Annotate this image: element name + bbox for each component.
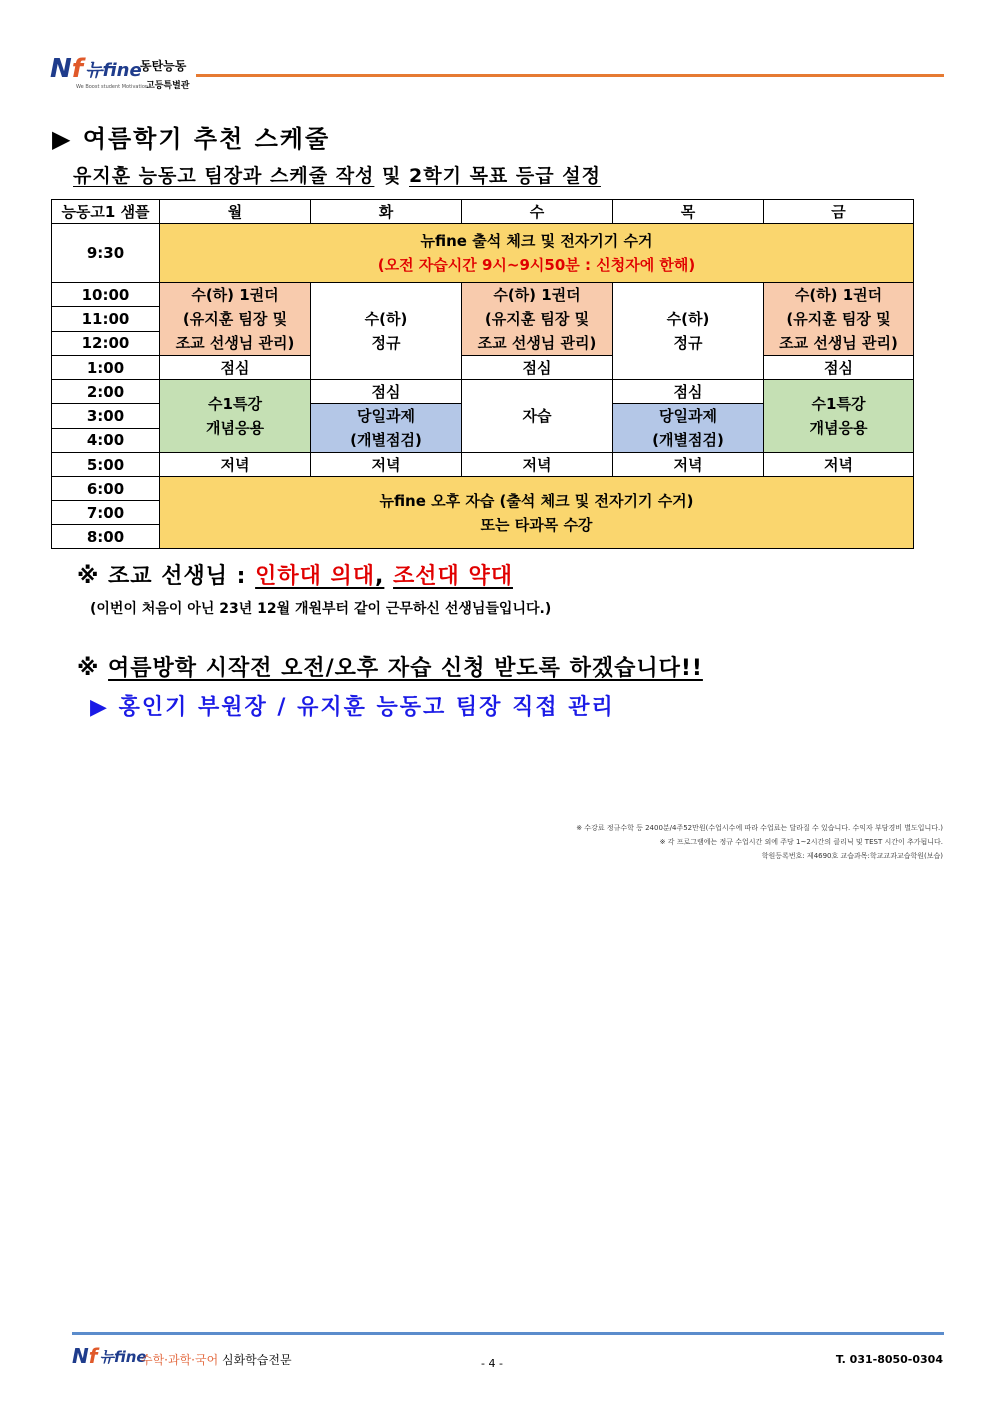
table-row <box>52 283 914 307</box>
footer-logo-mark-n: N <box>72 1344 89 1368</box>
logo-mark-f: f <box>71 54 84 84</box>
homework-line1: 당일과제 <box>357 407 415 425</box>
math-regular-cell <box>613 283 764 380</box>
header-logo <box>50 56 142 82</box>
footer-specialty <box>141 1351 292 1368</box>
dinner-cell: 저녁 <box>311 453 462 477</box>
special-line1: 수1특강 <box>811 395 866 413</box>
footer-logo-word: 뉴fine <box>99 1348 147 1366</box>
time-cell: 10:00 <box>52 283 160 307</box>
math-book-line2: (유지훈 팀장 및 <box>786 310 891 328</box>
time-cell: 8:00 <box>52 525 160 549</box>
special-line2: 개념응용 <box>206 419 264 437</box>
page-subtitle <box>73 161 601 188</box>
math-book-line3: 조교 선생님 관리) <box>779 334 898 352</box>
header-rule <box>196 74 944 77</box>
footer-logo-mark <box>72 1346 97 1366</box>
math-regular-line2: 정규 <box>673 334 703 352</box>
subtitle-part1: 유지훈 능동고 팀장과 스케줄 작성 <box>73 165 375 187</box>
time-cell: 11:00 <box>52 307 160 331</box>
assistant-uni1: 인하대 의대 <box>255 564 376 589</box>
time-cell: 3:00 <box>52 404 160 429</box>
apply-prefix: ※ <box>77 656 109 681</box>
footer-subjects: 수학·과학·국어 <box>141 1353 219 1367</box>
morning-line1: 뉴fine 출석 체크 및 전자기기 수거 <box>420 232 653 250</box>
logo-mark <box>50 56 83 82</box>
table-row <box>52 380 914 404</box>
fine-print-1: ※ 수강료 정규수학 등 2400분/4주52만원(수업시수에 따라 수업료는 달라질 수 있습니다. 수익자 부담경비 별도입니다.) <box>576 824 943 832</box>
branch-subname: 고등특별관 <box>146 81 190 91</box>
logo-tagline: We Boost student Motivation <box>76 84 149 90</box>
lunch-cell: 점심 <box>311 380 462 404</box>
special-lecture-cell <box>764 380 914 453</box>
evening-line1: 뉴fine 오후 자습 (출석 체크 및 전자기기 수거) <box>379 491 694 510</box>
lunch-cell: 점심 <box>764 356 914 380</box>
time-cell: 4:00 <box>52 428 160 453</box>
page-number: - 4 - <box>481 1357 503 1370</box>
math-book-line1: 수(하) 1권더 <box>794 286 883 304</box>
footer-telephone: T. 031-8050-0304 <box>835 1353 943 1366</box>
dinner-cell: 저녁 <box>462 453 613 477</box>
time-cell: 7:00 <box>52 501 160 525</box>
lunch-cell: 점심 <box>160 356 311 380</box>
homework-line1: 당일과제 <box>659 407 717 425</box>
math-book-line2: (유지훈 팀장 및 <box>182 310 288 328</box>
apply-note <box>77 651 703 682</box>
time-cell: 2:00 <box>52 380 160 404</box>
assistant-prefix: ※ 조교 선생님 : <box>77 564 256 589</box>
time-cell: 9:30 <box>52 224 160 283</box>
time-cell: 1:00 <box>52 356 160 380</box>
fine-print-3: 학원등록번호: 제4690호 교습과목:학교교과교습학원(보습) <box>761 852 943 860</box>
math-book-line1: 수(하) 1권더 <box>191 286 279 304</box>
morning-line2: (오전 자습시간 9시~9시50분 : 신청자에 한해) <box>377 256 696 274</box>
assistant-uni2: 조선대 약대 <box>393 564 513 589</box>
table-row <box>52 200 914 224</box>
math-regular-line2: 정규 <box>371 334 401 352</box>
footer-logo-mark-f: f <box>88 1344 98 1368</box>
math-regular-line1: 수(하) <box>666 310 710 328</box>
table-corner: 능동고1 샘플 <box>52 200 160 224</box>
dinner-cell: 저녁 <box>160 453 311 477</box>
homework-cell <box>311 404 462 453</box>
time-cell: 12:00 <box>52 331 160 355</box>
apply-text: 여름방학 시작전 오전/오후 자습 신청 받도록 하겠습니다!! <box>108 656 703 681</box>
branch-name: 동탄능동 <box>140 59 187 73</box>
day-header: 화 <box>311 200 462 224</box>
homework-line2: (개별점검) <box>350 431 422 449</box>
assistant-comma: , <box>375 564 385 589</box>
homework-cell <box>613 404 764 453</box>
morning-block <box>160 224 914 283</box>
assistant-detail: (이번이 처음이 아닌 23년 12월 개원부터 같이 근무하신 선생님들입니다.) <box>90 601 552 617</box>
logo-word: 뉴fine <box>85 60 142 81</box>
table-row <box>52 477 914 501</box>
math-book-cell <box>764 283 914 356</box>
math-book-line2: (유지훈 팀장 및 <box>484 310 590 328</box>
evening-block <box>160 477 914 549</box>
math-regular-line1: 수(하) <box>364 310 408 328</box>
lunch-cell: 점심 <box>613 380 764 404</box>
homework-line2: (개별점검) <box>652 431 724 449</box>
math-book-cell <box>160 283 311 356</box>
math-regular-cell <box>311 283 462 380</box>
table-row <box>52 453 914 477</box>
day-header: 월 <box>160 200 311 224</box>
footer-rule <box>72 1332 944 1335</box>
dinner-cell: 저녁 <box>764 453 914 477</box>
logo-mark-n: N <box>50 54 72 84</box>
day-header: 목 <box>613 200 764 224</box>
footer-logo <box>72 1346 147 1366</box>
math-book-line3: 조교 선생님 관리) <box>175 334 295 352</box>
time-cell: 6:00 <box>52 477 160 501</box>
page-title: ▶ 여름학기 추천 스케줄 <box>52 125 331 153</box>
footer-specialty-text: 심화학습전문 <box>218 1353 292 1367</box>
evening-line2: 또는 타과목 수강 <box>480 515 593 534</box>
time-cell: 5:00 <box>52 453 160 477</box>
subtitle-part2: 및 <box>382 165 402 187</box>
subtitle-part3: 2학기 목표 등급 설정 <box>409 165 601 187</box>
day-header: 금 <box>764 200 914 224</box>
table-row <box>52 224 914 283</box>
fine-print-2: ※ 각 프로그램에는 정규 수업시간 외에 주당 1~2시간의 클리닉 및 TEST 시간이 추가됩니다. <box>659 838 943 846</box>
math-book-line1: 수(하) 1권더 <box>493 286 581 304</box>
assistant-note <box>77 559 513 590</box>
schedule-table <box>51 199 914 549</box>
math-book-cell <box>462 283 613 356</box>
math-book-line3: 조교 선생님 관리) <box>477 334 597 352</box>
special-line1: 수1특강 <box>208 395 262 413</box>
self-study-cell: 자습 <box>462 380 613 453</box>
lunch-cell: 점심 <box>462 356 613 380</box>
special-line2: 개념응용 <box>809 419 868 437</box>
day-header: 수 <box>462 200 613 224</box>
special-lecture-cell <box>160 380 311 453</box>
dinner-cell: 저녁 <box>613 453 764 477</box>
manager-note: ▶ 홍인기 부원장 / 유지훈 능동고 팀장 직접 관리 <box>90 695 615 720</box>
table-row <box>52 356 914 380</box>
